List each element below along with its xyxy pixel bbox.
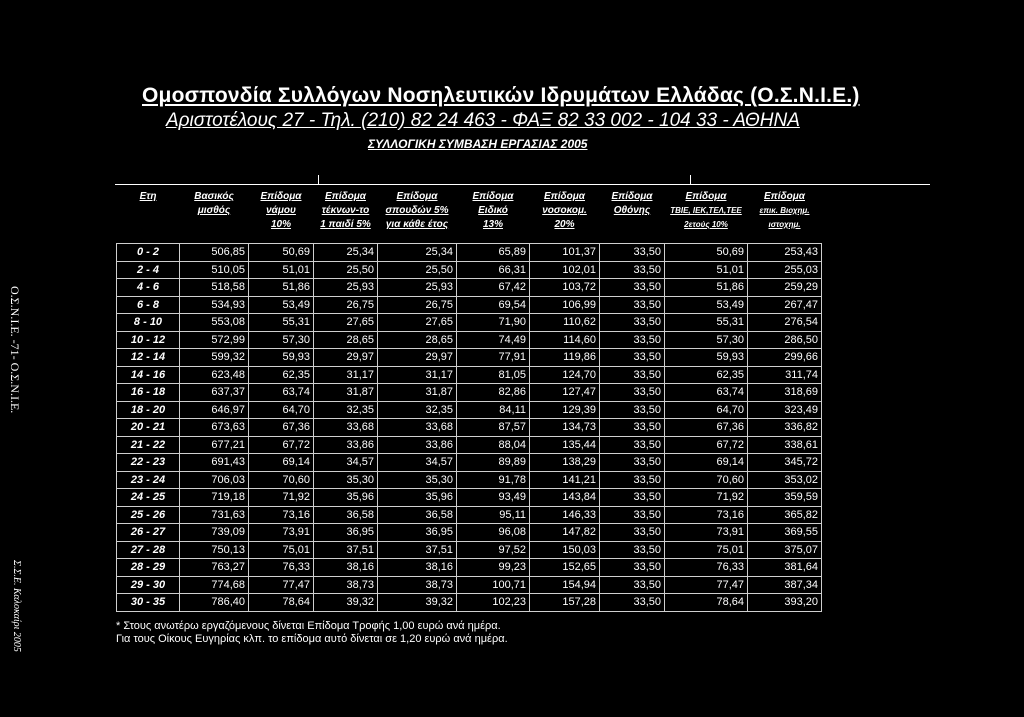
column-header-line: νάμου — [266, 205, 296, 216]
years-cell: 23 - 24 — [117, 471, 180, 489]
column-header — [748, 187, 822, 244]
table-row — [117, 419, 822, 437]
header-divider — [115, 184, 930, 185]
amount-cell: 154,94 — [530, 576, 600, 594]
footnote-line-2: Για τους Οίκους Ευγηρίας κλπ. το επίδομα αυτό δίνεται σε 1,20 ευρώ ανά ημέρα. — [116, 633, 508, 645]
amount-cell: 35,96 — [378, 489, 457, 507]
column-header-line: 20% — [554, 219, 575, 230]
table-row — [117, 559, 822, 577]
amount-cell: 33,50 — [600, 296, 665, 314]
amount-cell: 38,16 — [378, 559, 457, 577]
amount-cell: 353,02 — [748, 471, 822, 489]
column-header-line: Επίδομα — [472, 191, 514, 202]
amount-cell: 71,92 — [249, 489, 314, 507]
amount-cell: 102,01 — [530, 261, 600, 279]
amount-cell: 393,20 — [748, 594, 822, 612]
amount-cell: 64,70 — [249, 401, 314, 419]
amount-cell: 28,65 — [314, 331, 378, 349]
page-title: Ομοσπονδία Συλλόγων Νοσηλευτικών Ιδρυμάτων Ελλάδας (Ο.Σ.Ν.Ι.Ε.) — [142, 84, 860, 107]
amount-cell: 101,37 — [530, 244, 600, 262]
amount-cell: 78,64 — [249, 594, 314, 612]
amount-cell: 73,16 — [665, 506, 748, 524]
amount-cell: 33,50 — [600, 559, 665, 577]
amount-cell: 39,32 — [378, 594, 457, 612]
amount-cell: 572,99 — [180, 331, 249, 349]
table-row — [117, 331, 822, 349]
amount-cell: 65,89 — [457, 244, 530, 262]
column-header-line: για κάθε έτος — [385, 219, 449, 230]
amount-cell: 359,59 — [748, 489, 822, 507]
years-cell: 30 - 35 — [117, 594, 180, 612]
table-row — [117, 244, 822, 262]
amount-cell: 29,97 — [314, 349, 378, 367]
amount-cell: 73,91 — [665, 524, 748, 542]
amount-cell: 510,05 — [180, 261, 249, 279]
years-cell: 14 - 16 — [117, 366, 180, 384]
amount-cell: 51,01 — [665, 261, 748, 279]
amount-cell: 77,47 — [665, 576, 748, 594]
years-cell: 16 - 18 — [117, 384, 180, 402]
amount-cell: 70,60 — [665, 471, 748, 489]
column-header-line: ιστοχημ. — [768, 220, 801, 229]
amount-cell: 82,86 — [457, 384, 530, 402]
column-header — [600, 187, 665, 244]
amount-cell: 381,64 — [748, 559, 822, 577]
column-header — [314, 187, 378, 244]
amount-cell: 33,50 — [600, 384, 665, 402]
table-row — [117, 349, 822, 367]
amount-cell: 71,92 — [665, 489, 748, 507]
salary-table — [116, 187, 822, 612]
amount-cell: 97,52 — [457, 541, 530, 559]
amount-cell: 157,28 — [530, 594, 600, 612]
contract-title: ΣΥΛΛΟΓΙΚΗ ΣΥΜΒΑΣΗ ΕΡΓΑΣΙΑΣ 2005 — [368, 137, 588, 151]
amount-cell: 71,90 — [457, 314, 530, 332]
years-cell: 18 - 20 — [117, 401, 180, 419]
amount-cell: 33,50 — [600, 576, 665, 594]
amount-cell: 55,31 — [249, 314, 314, 332]
amount-cell: 786,40 — [180, 594, 249, 612]
amount-cell: 33,50 — [600, 401, 665, 419]
amount-cell: 387,34 — [748, 576, 822, 594]
amount-cell: 67,36 — [665, 419, 748, 437]
amount-cell: 88,04 — [457, 436, 530, 454]
table-row — [117, 279, 822, 297]
amount-cell: 599,32 — [180, 349, 249, 367]
amount-cell: 534,93 — [180, 296, 249, 314]
amount-cell: 38,73 — [314, 576, 378, 594]
years-cell: 28 - 29 — [117, 559, 180, 577]
table-row — [117, 436, 822, 454]
amount-cell: 51,01 — [249, 261, 314, 279]
column-header-line: 13% — [482, 219, 503, 230]
amount-cell: 739,09 — [180, 524, 249, 542]
amount-cell: 731,63 — [180, 506, 249, 524]
table-row — [117, 454, 822, 472]
amount-cell: 64,70 — [665, 401, 748, 419]
column-header-line: 2ετούς 10% — [684, 220, 728, 229]
years-cell: 26 - 27 — [117, 524, 180, 542]
amount-cell: 27,65 — [378, 314, 457, 332]
amount-cell: 32,35 — [314, 401, 378, 419]
table-row — [117, 384, 822, 402]
amount-cell: 69,54 — [457, 296, 530, 314]
amount-cell: 143,84 — [530, 489, 600, 507]
side-margin-text: Ο.Σ.Ν.Ι.Ε. -71- Ο.Σ.Ν.Ι.Ε. — [8, 286, 22, 414]
amount-cell: 75,01 — [665, 541, 748, 559]
amount-cell: 33,50 — [600, 506, 665, 524]
amount-cell: 623,48 — [180, 366, 249, 384]
table-row — [117, 506, 822, 524]
amount-cell: 336,82 — [748, 419, 822, 437]
amount-cell: 33,50 — [600, 244, 665, 262]
amount-cell: 77,47 — [249, 576, 314, 594]
amount-cell: 338,61 — [748, 436, 822, 454]
years-cell: 21 - 22 — [117, 436, 180, 454]
amount-cell: 73,16 — [249, 506, 314, 524]
column-header-line: επικ. Βιοχημ. — [759, 206, 810, 215]
amount-cell: 369,55 — [748, 524, 822, 542]
amount-cell: 33,50 — [600, 279, 665, 297]
amount-cell: 33,50 — [600, 489, 665, 507]
amount-cell: 774,68 — [180, 576, 249, 594]
table-header-row — [117, 187, 822, 244]
amount-cell: 763,27 — [180, 559, 249, 577]
amount-cell: 67,72 — [249, 436, 314, 454]
amount-cell: 36,58 — [314, 506, 378, 524]
amount-cell: 375,07 — [748, 541, 822, 559]
amount-cell: 33,68 — [378, 419, 457, 437]
amount-cell: 70,60 — [249, 471, 314, 489]
table-row — [117, 594, 822, 612]
years-cell: 20 - 21 — [117, 419, 180, 437]
column-header — [378, 187, 457, 244]
amount-cell: 129,39 — [530, 401, 600, 419]
column-header-line: τέκνων-το — [321, 205, 370, 216]
table-row — [117, 296, 822, 314]
amount-cell: 103,72 — [530, 279, 600, 297]
amount-cell: 55,31 — [665, 314, 748, 332]
column-header-line: Επίδομα — [324, 191, 366, 202]
amount-cell: 62,35 — [249, 366, 314, 384]
amount-cell: 253,43 — [748, 244, 822, 262]
amount-cell: 34,57 — [314, 454, 378, 472]
amount-cell: 96,08 — [457, 524, 530, 542]
years-cell: 2 - 4 — [117, 261, 180, 279]
amount-cell: 69,14 — [665, 454, 748, 472]
amount-cell: 67,42 — [457, 279, 530, 297]
column-header — [117, 187, 180, 244]
column-header — [457, 187, 530, 244]
amount-cell: 323,49 — [748, 401, 822, 419]
amount-cell: 119,86 — [530, 349, 600, 367]
amount-cell: 677,21 — [180, 436, 249, 454]
amount-cell: 26,75 — [378, 296, 457, 314]
amount-cell: 135,44 — [530, 436, 600, 454]
amount-cell: 25,34 — [378, 244, 457, 262]
amount-cell: 35,30 — [378, 471, 457, 489]
amount-cell: 25,93 — [314, 279, 378, 297]
column-header-line: Επίδομα — [396, 191, 438, 202]
column-header-line: σπουδών 5% — [385, 205, 449, 216]
amount-cell: 100,71 — [457, 576, 530, 594]
amount-cell: 255,03 — [748, 261, 822, 279]
table-row — [117, 401, 822, 419]
table-body — [117, 244, 822, 612]
amount-cell: 32,35 — [378, 401, 457, 419]
amount-cell: 152,65 — [530, 559, 600, 577]
amount-cell: 124,70 — [530, 366, 600, 384]
amount-cell: 95,11 — [457, 506, 530, 524]
column-header — [530, 187, 600, 244]
amount-cell: 33,50 — [600, 594, 665, 612]
amount-cell: 637,37 — [180, 384, 249, 402]
amount-cell: 69,14 — [249, 454, 314, 472]
amount-cell: 276,54 — [748, 314, 822, 332]
years-cell: 10 - 12 — [117, 331, 180, 349]
column-header-line: Επίδομα — [611, 191, 653, 202]
amount-cell: 673,63 — [180, 419, 249, 437]
amount-cell: 33,50 — [600, 314, 665, 332]
amount-cell: 78,64 — [665, 594, 748, 612]
amount-cell: 25,93 — [378, 279, 457, 297]
amount-cell: 53,49 — [665, 296, 748, 314]
amount-cell: 67,72 — [665, 436, 748, 454]
amount-cell: 93,49 — [457, 489, 530, 507]
table-row — [117, 366, 822, 384]
amount-cell: 37,51 — [314, 541, 378, 559]
amount-cell: 26,75 — [314, 296, 378, 314]
amount-cell: 76,33 — [665, 559, 748, 577]
column-header — [180, 187, 249, 244]
column-header-line: Επίδομα — [543, 191, 585, 202]
amount-cell: 553,08 — [180, 314, 249, 332]
amount-cell: 39,32 — [314, 594, 378, 612]
amount-cell: 74,49 — [457, 331, 530, 349]
footnote-line-1: * Στους ανωτέρω εργαζόμενους δίνεται Επίδομα Τροφής 1,00 ευρώ ανά ημέρα. — [116, 620, 501, 632]
amount-cell: 646,97 — [180, 401, 249, 419]
amount-cell: 33,68 — [314, 419, 378, 437]
amount-cell: 365,82 — [748, 506, 822, 524]
column-header-line: 10% — [270, 219, 291, 230]
amount-cell: 134,73 — [530, 419, 600, 437]
amount-cell: 59,93 — [665, 349, 748, 367]
years-cell: 22 - 23 — [117, 454, 180, 472]
column-header-line: νοσοκομ. — [542, 205, 587, 216]
amount-cell: 63,74 — [249, 384, 314, 402]
amount-cell: 38,16 — [314, 559, 378, 577]
amount-cell: 286,50 — [748, 331, 822, 349]
years-cell: 0 - 2 — [117, 244, 180, 262]
amount-cell: 87,57 — [457, 419, 530, 437]
table-row — [117, 524, 822, 542]
amount-cell: 62,35 — [665, 366, 748, 384]
table-row — [117, 541, 822, 559]
amount-cell: 33,50 — [600, 524, 665, 542]
amount-cell: 691,43 — [180, 454, 249, 472]
column-header-line: μισθός — [197, 205, 231, 216]
table-row — [117, 471, 822, 489]
amount-cell: 33,50 — [600, 331, 665, 349]
amount-cell: 99,23 — [457, 559, 530, 577]
amount-cell: 267,47 — [748, 296, 822, 314]
amount-cell: 311,74 — [748, 366, 822, 384]
amount-cell: 33,50 — [600, 541, 665, 559]
column-header-line: Οθόνης — [613, 205, 651, 216]
years-cell: 25 - 26 — [117, 506, 180, 524]
amount-cell: 89,89 — [457, 454, 530, 472]
column-header-line: Ετη — [139, 191, 157, 202]
amount-cell: 36,95 — [314, 524, 378, 542]
amount-cell: 28,65 — [378, 331, 457, 349]
amount-cell: 31,17 — [378, 366, 457, 384]
amount-cell: 57,30 — [249, 331, 314, 349]
column-header — [249, 187, 314, 244]
amount-cell: 706,03 — [180, 471, 249, 489]
amount-cell: 33,50 — [600, 349, 665, 367]
amount-cell: 67,36 — [249, 419, 314, 437]
amount-cell: 25,50 — [314, 261, 378, 279]
years-cell: 27 - 28 — [117, 541, 180, 559]
amount-cell: 53,49 — [249, 296, 314, 314]
amount-cell: 59,93 — [249, 349, 314, 367]
amount-cell: 719,18 — [180, 489, 249, 507]
years-cell: 8 - 10 — [117, 314, 180, 332]
years-cell: 6 - 8 — [117, 296, 180, 314]
amount-cell: 102,23 — [457, 594, 530, 612]
amount-cell: 77,91 — [457, 349, 530, 367]
footnote — [116, 620, 508, 646]
amount-cell: 31,17 — [314, 366, 378, 384]
amount-cell: 25,50 — [378, 261, 457, 279]
column-header-line: Επίδομα — [763, 191, 805, 202]
amount-cell: 33,86 — [378, 436, 457, 454]
amount-cell: 50,69 — [665, 244, 748, 262]
amount-cell: 33,86 — [314, 436, 378, 454]
amount-cell: 51,86 — [665, 279, 748, 297]
amount-cell: 50,69 — [249, 244, 314, 262]
amount-cell: 299,66 — [748, 349, 822, 367]
amount-cell: 106,99 — [530, 296, 600, 314]
amount-cell: 750,13 — [180, 541, 249, 559]
amount-cell: 33,50 — [600, 419, 665, 437]
amount-cell: 506,85 — [180, 244, 249, 262]
amount-cell: 35,30 — [314, 471, 378, 489]
table-row — [117, 489, 822, 507]
column-header-line: Επίδομα — [260, 191, 302, 202]
amount-cell: 84,11 — [457, 401, 530, 419]
amount-cell: 150,03 — [530, 541, 600, 559]
column-header — [665, 187, 748, 244]
amount-cell: 75,01 — [249, 541, 314, 559]
amount-cell: 33,50 — [600, 454, 665, 472]
amount-cell: 76,33 — [249, 559, 314, 577]
amount-cell: 259,29 — [748, 279, 822, 297]
address-line: Αριστοτέλους 27 - Τηλ. (210) 82 24 463 - ΦΑΞ 82 33 002 - 104 33 - ΑΘΗΝΑ — [166, 110, 800, 131]
amount-cell: 57,30 — [665, 331, 748, 349]
amount-cell: 146,33 — [530, 506, 600, 524]
column-header-line: Βασικός — [194, 191, 234, 202]
years-cell: 24 - 25 — [117, 489, 180, 507]
column-header-line: Ειδικό — [478, 205, 508, 216]
amount-cell: 35,96 — [314, 489, 378, 507]
amount-cell: 36,58 — [378, 506, 457, 524]
amount-cell: 34,57 — [378, 454, 457, 472]
column-header-line: 1 παιδί 5% — [320, 219, 371, 230]
amount-cell: 33,50 — [600, 436, 665, 454]
amount-cell: 66,31 — [457, 261, 530, 279]
amount-cell: 36,95 — [378, 524, 457, 542]
amount-cell: 37,51 — [378, 541, 457, 559]
amount-cell: 31,87 — [378, 384, 457, 402]
amount-cell: 27,65 — [314, 314, 378, 332]
amount-cell: 31,87 — [314, 384, 378, 402]
table-row — [117, 314, 822, 332]
amount-cell: 147,82 — [530, 524, 600, 542]
amount-cell: 25,34 — [314, 244, 378, 262]
amount-cell: 38,73 — [378, 576, 457, 594]
table-row — [117, 576, 822, 594]
side-margin-edition: Σ.Σ.Ε. Καλοκαίρι 2005 — [11, 560, 22, 652]
years-cell: 4 - 6 — [117, 279, 180, 297]
amount-cell: 114,60 — [530, 331, 600, 349]
years-cell: 29 - 30 — [117, 576, 180, 594]
amount-cell: 127,47 — [530, 384, 600, 402]
amount-cell: 518,58 — [180, 279, 249, 297]
amount-cell: 33,50 — [600, 366, 665, 384]
amount-cell: 318,69 — [748, 384, 822, 402]
amount-cell: 91,78 — [457, 471, 530, 489]
column-header-line: Επίδομα — [685, 191, 727, 202]
amount-cell: 51,86 — [249, 279, 314, 297]
amount-cell: 33,50 — [600, 471, 665, 489]
amount-cell: 73,91 — [249, 524, 314, 542]
amount-cell: 29,97 — [378, 349, 457, 367]
amount-cell: 33,50 — [600, 261, 665, 279]
amount-cell: 141,21 — [530, 471, 600, 489]
amount-cell: 81,05 — [457, 366, 530, 384]
amount-cell: 63,74 — [665, 384, 748, 402]
years-cell: 12 - 14 — [117, 349, 180, 367]
amount-cell: 138,29 — [530, 454, 600, 472]
column-header-line: ΤΒΙΕ, ΙΕΚ,ΤΕΛ,ΤΕΕ — [670, 206, 742, 215]
amount-cell: 345,72 — [748, 454, 822, 472]
table-row — [117, 261, 822, 279]
amount-cell: 110,62 — [530, 314, 600, 332]
